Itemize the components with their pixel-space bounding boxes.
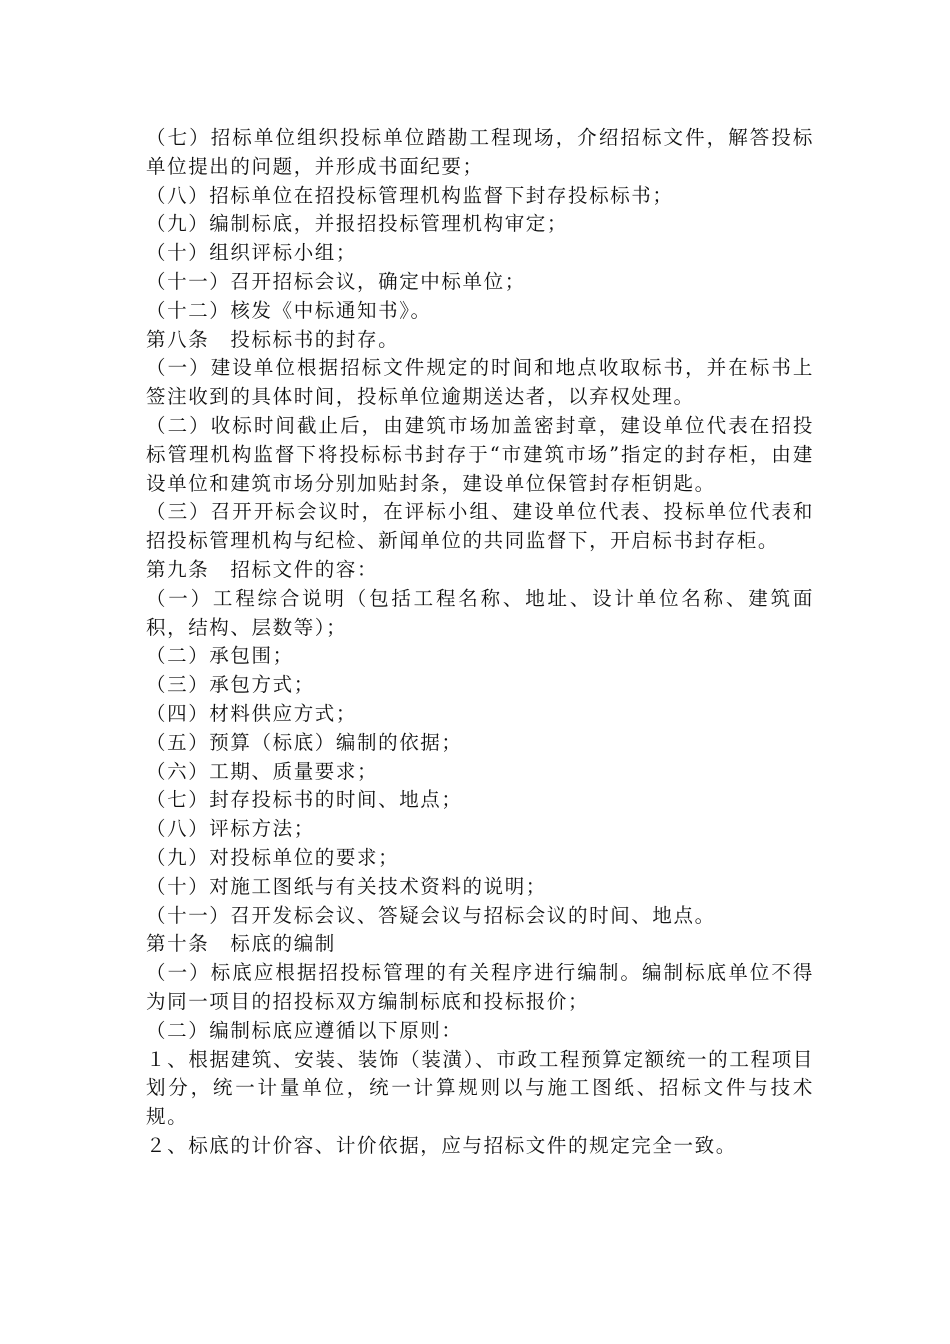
document-body [146, 124, 814, 1161]
article-8-item-3: （三）召开开标会议时，在评标小组、建设单位代表、投标单位代表和招投标管理机构与纪检、新闻单位的共同监督下，开启标书封存柜。 [146, 500, 814, 553]
paragraph-item-8: （八）招标单位在招投标管理机构监督下封存投标标书； [146, 183, 674, 207]
paragraph-item-10: （十）组织评标小组； [146, 241, 358, 265]
article-9-item-7: （七）封存投标书的时间、地点； [146, 788, 463, 812]
paragraph-item-9: （九）编制标底，并报招投标管理机构审定； [146, 212, 569, 236]
article-9-item-10: （十）对施工图纸与有关技术资料的说明； [146, 874, 547, 898]
article-9-item-4: （四）材料供应方式； [146, 701, 358, 725]
article-10-heading: 第十条 标底的编制 [146, 932, 336, 956]
article-9-item-11: （十一）召开发标会议、答疑会议与招标会议的时间、地点。 [146, 903, 716, 927]
article-10-principle-2: ２、标底的计价容、计价依据，应与招标文件的规定完全一致。 [146, 1133, 737, 1157]
article-9-item-3: （三）承包方式； [146, 673, 315, 697]
article-8-item-2: （二）收标时间截止后，由建筑市场加盖密封章，建设单位代表在招投标管理机构监督下将投标标书封存于“市建筑市场”指定的封存柜，由建设单位和建筑市场分别加贴封条，建设单位保管封存柜钥匙。 [146, 413, 814, 495]
article-9-item-8: （八）评标方法； [146, 817, 315, 841]
paragraph-item-12: （十二）核发《中标通知书》。 [146, 298, 432, 322]
article-9-item-5: （五）预算（标底）编制的依据； [146, 730, 463, 754]
article-8-heading: 第八条 投标标书的封存。 [146, 327, 400, 351]
article-9-item-6: （六）工期、质量要求； [146, 759, 379, 783]
article-9-heading: 第九条 招标文件的容： [146, 557, 379, 581]
article-10-item-2: （二）编制标底应遵循以下原则： [146, 1018, 463, 1042]
paragraph-item-11: （十一）召开招标会议，确定中标单位； [146, 269, 526, 293]
article-10-principle-1: １、根据建筑、安装、装饰（装潢）、市政工程预算定额统一的工程项目划分，统一计量单位，统一计算规则以与施工图纸、招标文件与技术规。 [146, 1047, 814, 1129]
article-8-item-1: （一）建设单位根据招标文件规定的时间和地点收取标书，并在标书上签注收到的具体时间，投标单位逾期送达者，以弃权处理。 [146, 356, 814, 409]
article-9-item-2: （二）承包围； [146, 644, 294, 668]
article-10-item-1: （一）标底应根据招投标管理的有关程序进行编制。编制标底单位不得为同一项目的招投标双方编制标底和投标报价； [146, 961, 814, 1013]
article-9-item-9: （九）对投标单位的要求； [146, 845, 400, 869]
article-9-item-1: （一）工程综合说明（包括工程名称、地址、设计单位名称、建筑面积，结构、层数等）； [146, 586, 814, 639]
paragraph-item-7: （七）招标单位组织投标单位踏勘工程现场，介绍招标文件，解答投标单位提出的问题，并形成书面纪要； [146, 126, 814, 178]
